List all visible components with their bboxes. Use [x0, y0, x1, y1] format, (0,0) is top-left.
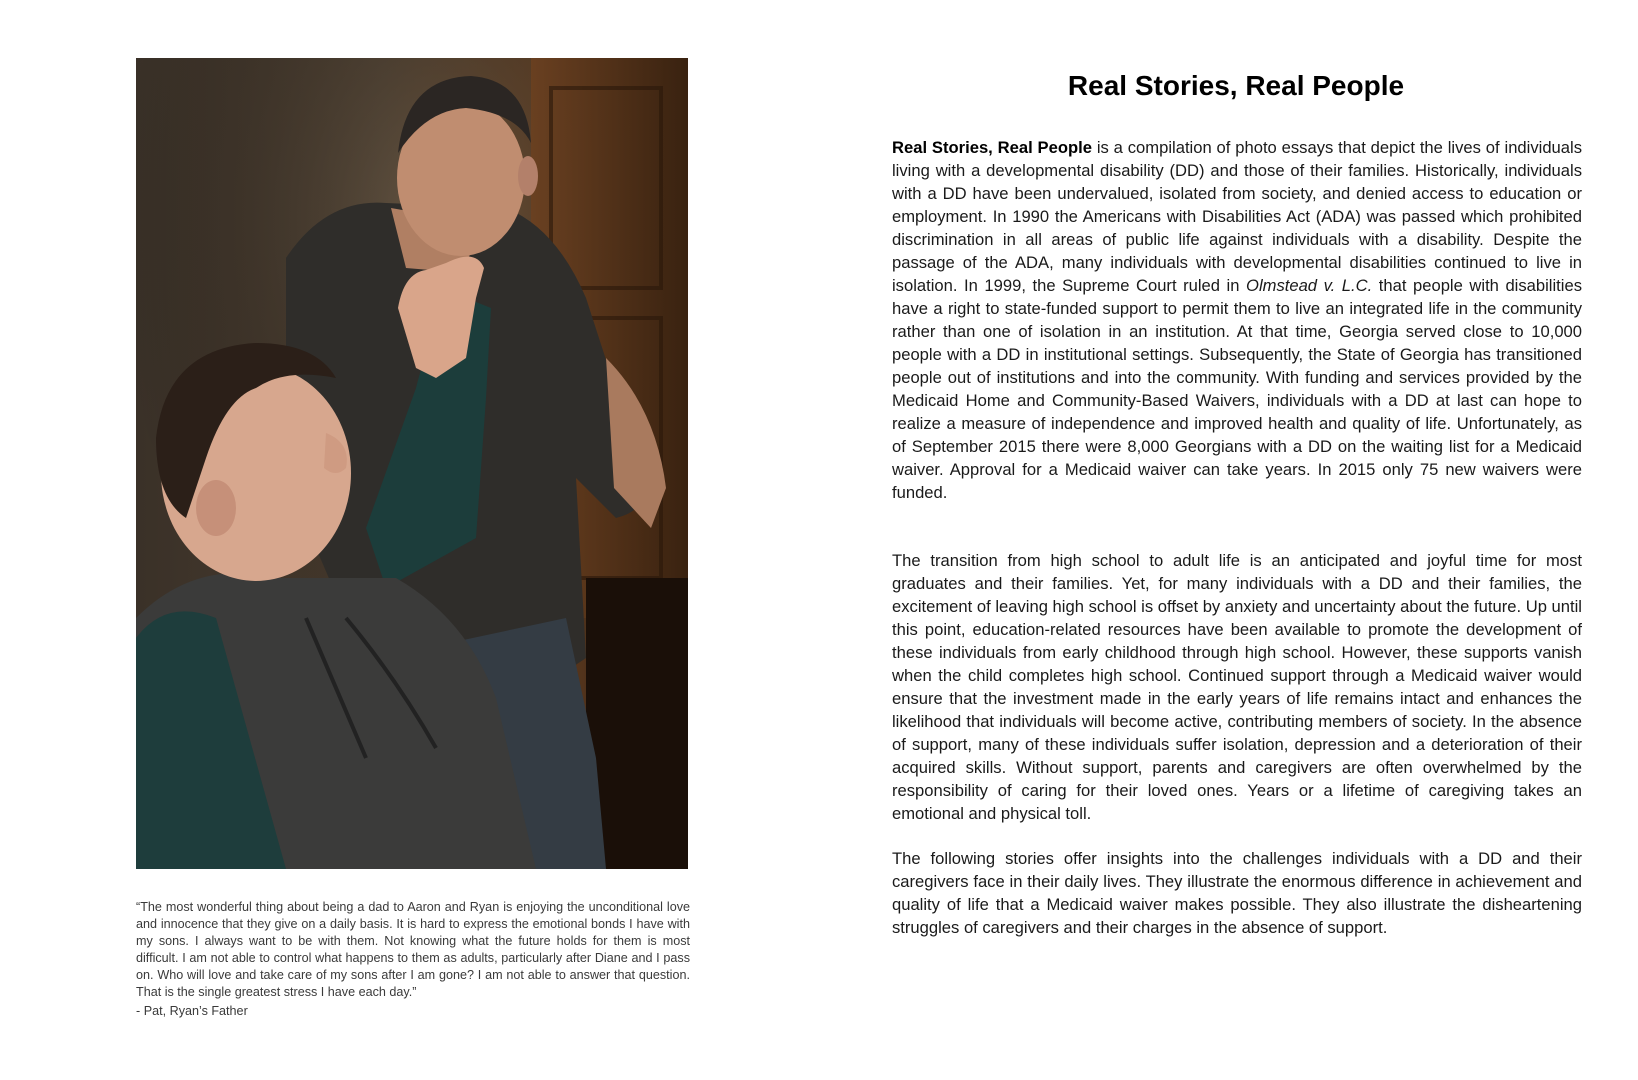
intro-paragraph	[892, 136, 1582, 504]
intro-text-part-1: is a compilation of photo essays that depict the lives of individuals living with a developmental disability (DD) and those of their families. Historically, individuals with a DD have been undervalued, isolated from society, and denied access to education or employment. In 1990 the Americans with Disabilities Act (ADA) was passed which prohibited discrimination in all areas of public life against individuals with a disability. Despite the passage of the ADA, many individuals with developmental disabilities continued to live in isolation. In 1999, the Supreme Court ruled in	[892, 138, 1582, 295]
case-name-olmstead: Olmstead v. L.C.	[1246, 276, 1373, 295]
intro-lead-title: Real Stories, Real People	[892, 138, 1092, 157]
photo-father-and-son	[136, 58, 688, 869]
intro-text-part-2: that people with disabilities have a right to state-funded support to permit them to live an integrated life in the community rather than one of isolation in an institution. At that time, Georgia served close to 10,000 people with a DD in institutional settings. Subsequently, the State of Georgia has transitioned people out of institutions and into the community. With funding and services provided by the Medicaid Home and Community-Based Waivers, individuals with a DD at last can hope to realize a measure of independence and improved health and quality of life. Unfortunately, as of September 2015 there were 8,000 Georgians with a DD on the waiting list for a Medicaid waiver. Approval for a Medicaid waiver can take years. In 2015 only 75 new waivers were funded.	[892, 276, 1583, 502]
photo-caption-quote: “The most wonderful thing about being a dad to Aaron and Ryan is enjoying the unconditional love and innocence that they give on a daily basis. It is hard to express the emotional bonds I have with my sons. I always want to be with them. Not knowing what the future holds for them is most difficult. I am not able to control what happens to them as adults, particularly after Diane and I pass on. Who will love and take care of my sons after I am gone? I am not able to answer that question. That is the single greatest stress I have each day.”	[136, 899, 690, 999]
stories-paragraph: The following stories offer insights into the challenges individuals with a DD and their caregivers face in their daily lives. They illustrate the enormous difference in achievement and quality of life that a Medicaid waiver makes possible. They also illustrate the disheartening struggles of caregivers and their charges in the absence of support.	[892, 849, 1582, 937]
page-title: Real Stories, Real People	[1067, 70, 1405, 101]
transition-paragraph: The transition from high school to adult life is an anticipated and joyful time for most graduates and their families. Yet, for many individuals with a DD and their families, the excitement of leaving high school is offset by anxiety and uncertainty about the future. Up until this point, education-related resources have been available to promote the development of these individuals from early childhood through high school. However, these supports vanish when the child completes high school. Continued support through a Medicaid waiver would ensure that the investment made in the early years of life remains intact and enhances the likelihood that individuals will become active, contributing members of society. In the absence of support, many of these individuals suffer isolation, depression and a deterioration of their acquired skills. Without support, parents and caregivers are often overwhelmed by the responsibility of caring for their loved ones. Years or a lifetime of caregiving takes an emotional and physical toll.	[892, 551, 1582, 823]
photo-caption-attribution: - Pat, Ryan’s Father	[136, 1004, 248, 1018]
photo-illustration	[136, 58, 688, 869]
